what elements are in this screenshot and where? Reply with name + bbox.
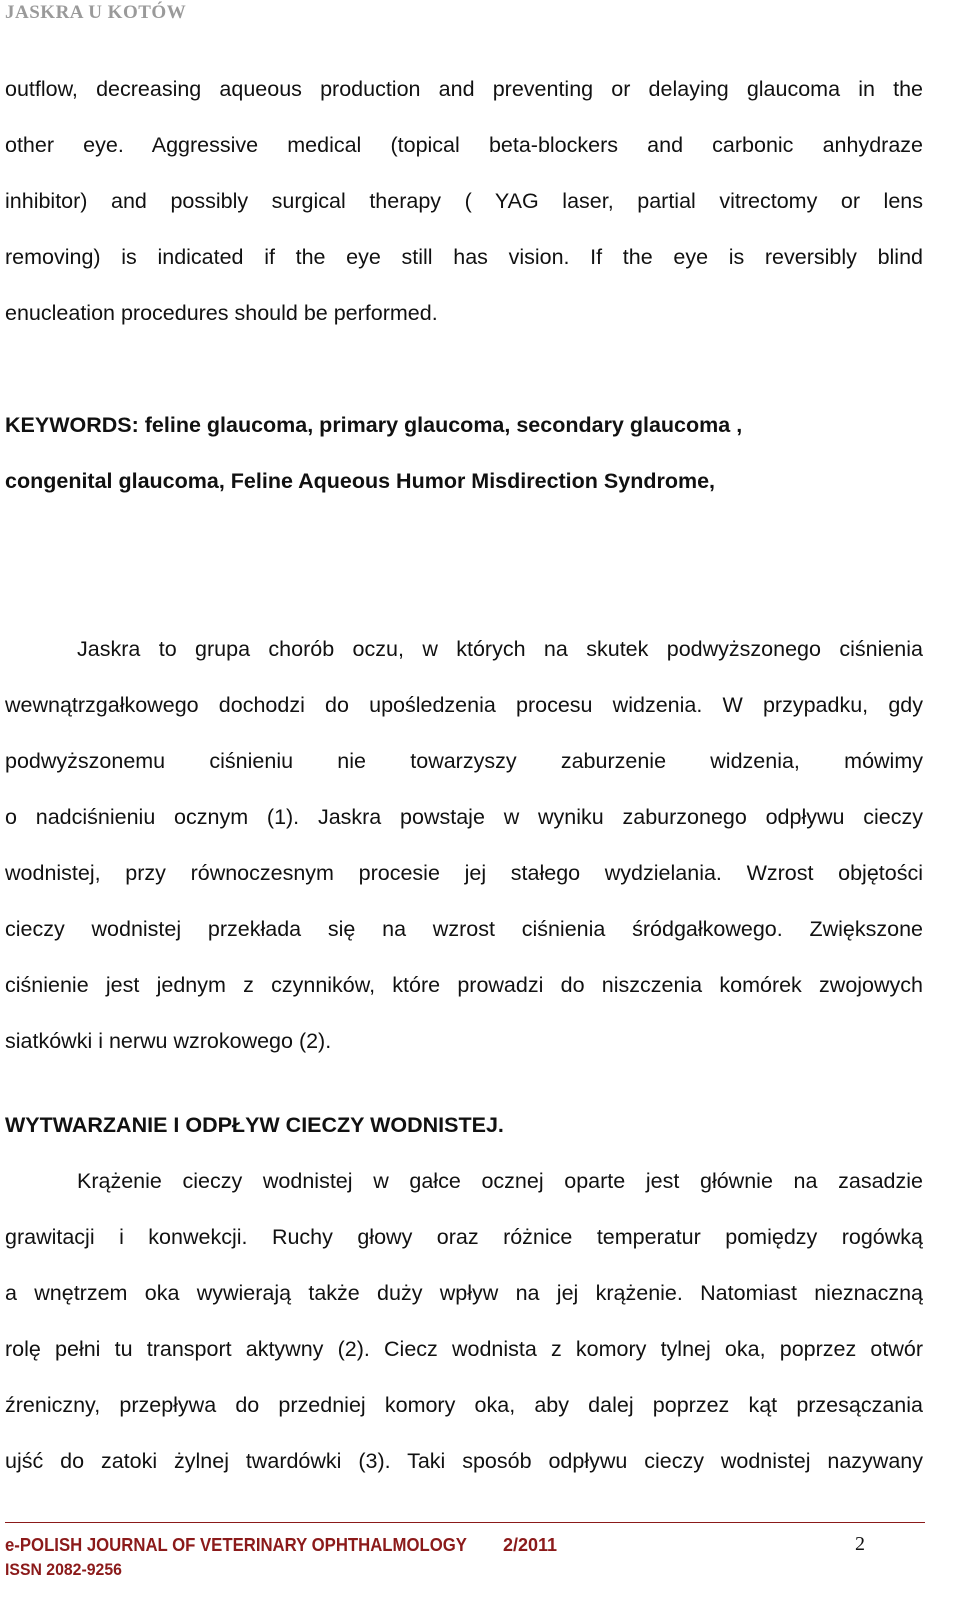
abstract-line: outflow, decreasing aqueous production and preventing or delaying glaucoma in the: [5, 77, 923, 101]
abstract-line: other eye. Aggressive medical (topical beta-blockers and carbonic anhydraze: [5, 133, 923, 157]
paragraph-line: Jaskra to grupa chorób oczu, w których na skutek podwyższonego ciśnienia: [77, 637, 923, 661]
abstract-line: enucleation procedures should be performed.: [5, 301, 438, 325]
abstract-line: removing) is indicated if the eye still has vision. If the eye is reversibly blind: [5, 245, 923, 269]
keywords-line: KEYWORDS: feline glaucoma, primary glaucoma, secondary glaucoma ,: [5, 413, 743, 437]
paragraph-line: ujść do zatoki żylnej twardówki (3). Taki sposób odpływu cieczy wodnistej nazywany: [5, 1449, 923, 1473]
section-heading: WYTWARZANIE I ODPŁYW CIECZY WODNISTEJ.: [5, 1113, 504, 1137]
footer-issue: 2/2011: [503, 1535, 558, 1555]
footer-issn: ISSN 2082-9256: [5, 1560, 122, 1579]
footer-divider: [5, 1522, 925, 1523]
footer-journal-title: e-POLISH JOURNAL OF VETERINARY OPHTHALMOLOGY: [5, 1535, 467, 1555]
paragraph-line: siatkówki i nerwu wzrokowego (2).: [5, 1029, 332, 1053]
paragraph-line: o nadciśnieniu ocznym (1). Jaskra powstaje w wyniku zaburzonego odpływu cieczy: [5, 805, 923, 829]
page-number: 2: [855, 1533, 865, 1555]
paragraph-line: podwyższonemu ciśnieniu nie towarzyszy zaburzenie widzenia, mówimy: [5, 749, 923, 773]
paragraph-line: wewnątrzgałkowego dochodzi do upośledzenia procesu widzenia. W przypadku, gdy: [5, 693, 923, 717]
running-header: JASKRA U KOTÓW: [5, 2, 187, 23]
paragraph-line: grawitacji i konwekcji. Ruchy głowy oraz różnice temperatur pomiędzy rogówką: [5, 1225, 923, 1249]
paragraph-line: źreniczny, przepływa do przedniej komory oka, aby dalej poprzez kąt przesączania: [5, 1393, 923, 1417]
paragraph-line: Krążenie cieczy wodnistej w gałce ocznej oparte jest głównie na zasadzie: [77, 1169, 923, 1193]
paragraph-line: ciśnienie jest jednym z czynników, które prowadzi do niszczenia komórek zwojowych: [5, 973, 923, 997]
paragraph-line: a wnętrzem oka wywierają także duży wpływ na jej krążenie. Natomiast nieznaczną: [5, 1281, 923, 1305]
keywords-line: congenital glaucoma, Feline Aqueous Humor Misdirection Syndrome,: [5, 469, 716, 493]
paragraph-line: cieczy wodnistej przekłada się na wzrost ciśnienia śródgałkowego. Zwiększone: [5, 917, 923, 941]
paragraph-line: wodnistej, przy równoczesnym procesie jej stałego wydzielania. Wzrost objętości: [5, 861, 923, 885]
abstract-line: inhibitor) and possibly surgical therapy ( YAG laser, partial vitrectomy or lens: [5, 189, 923, 213]
paragraph-line: rolę pełni tu transport aktywny (2). Ciecz wodnista z komory tylnej oka, poprzez otwór: [5, 1337, 923, 1361]
